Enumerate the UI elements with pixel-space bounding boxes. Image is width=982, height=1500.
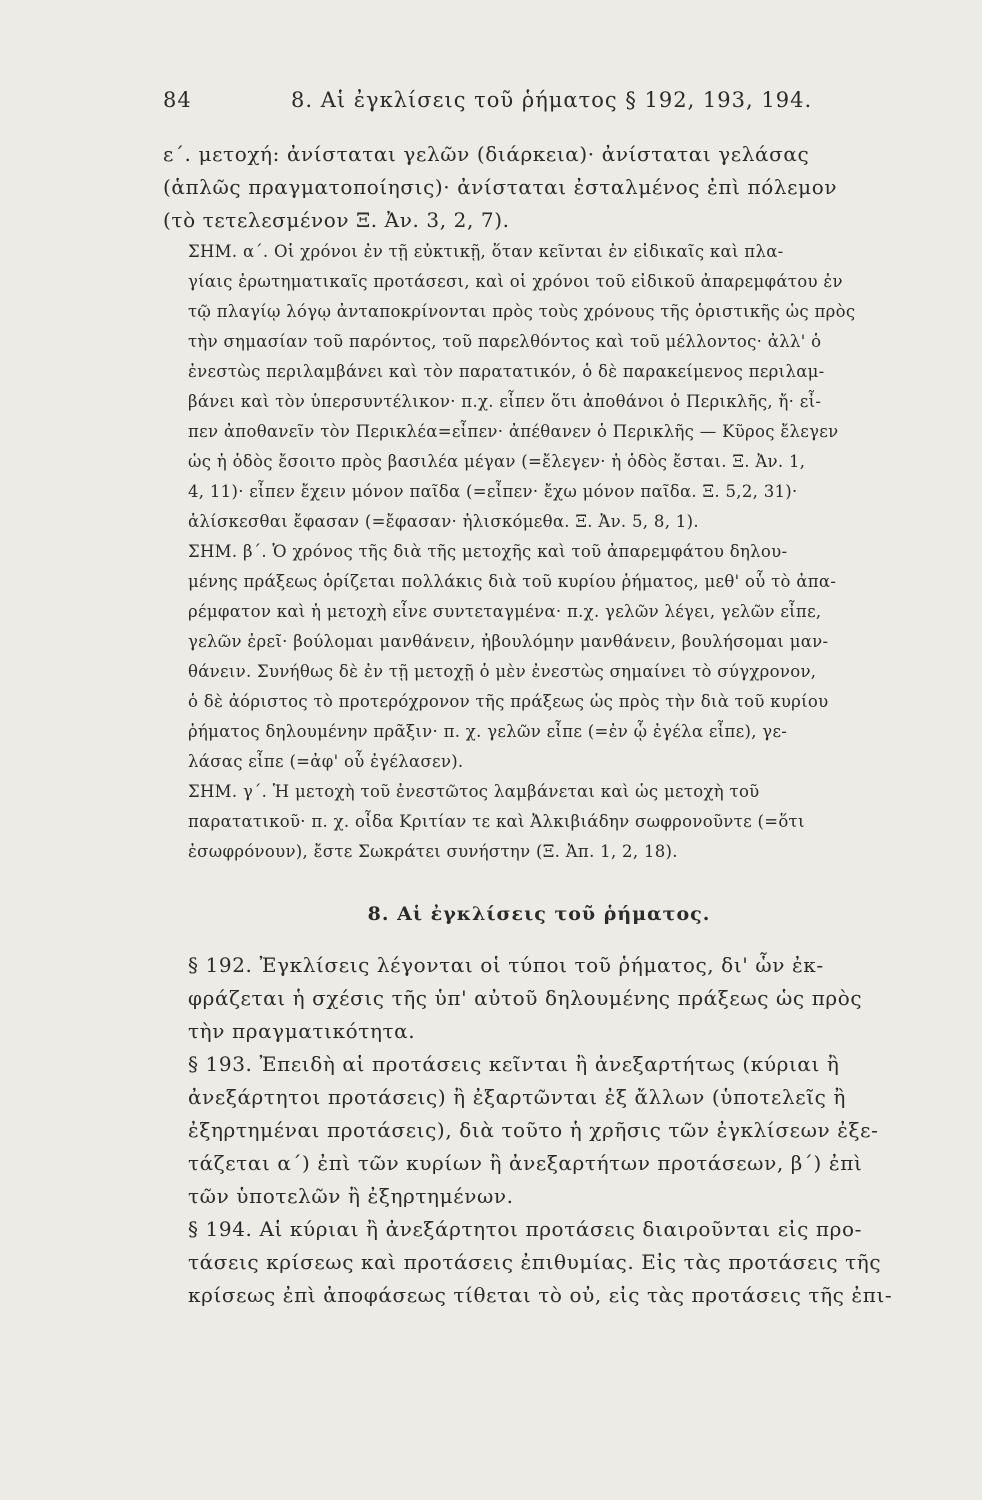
text-line: παρατατικοῦ· π. χ. οἶδα Κριτίαν τε καὶ Ἀλκιβιάδην σωφρονοῦντε (=ὅτι xyxy=(188,812,805,831)
text-line: ΣΗΜ. α΄. Οἱ χρόνοι ἐν τῇ εὐκτικῇ, ὅταν κεῖνται ἐν εἰδικαῖς καὶ πλα- xyxy=(188,242,784,261)
text-line: ἁλίσκεσθαι ἔφασαν (=ἔφασαν· ἡλισκόμεθα. Ξ. Ἀν. 5, 8, 1). xyxy=(188,512,699,531)
note-b xyxy=(163,537,915,777)
note-a xyxy=(163,237,915,537)
text-line: ὁ δὲ ἀόριστος τὸ προτερόχρονον τῆς πράξεως ὡς πρὸς τὴν διὰ τοῦ κυρίου xyxy=(188,692,829,711)
text-line: τάζεται α΄) ἐπὶ τῶν κυρίων ἢ ἀνεξαρτήτων προτάσεων, β΄) ἐπὶ xyxy=(188,1151,863,1175)
text-line: § 192. Ἐγκλίσεις λέγονται οἱ τύποι τοῦ ῥήματος, δι' ὧν ἐκ- xyxy=(188,953,824,977)
page-number: 84 xyxy=(163,88,192,112)
text-line: πεν ἀποθανεῖν τὸν Περικλέα=εἶπεν· ἀπέθανεν ὁ Περικλῆς — Κῦρος ἔλεγεν xyxy=(188,422,839,441)
note-c xyxy=(163,777,915,867)
text-line: λάσας εἶπε (=ἀφ' οὗ ἐγέλασεν). xyxy=(188,752,464,771)
text-line: τὴν πραγματικότητα. xyxy=(188,1019,416,1043)
text-line: τῶν ὑποτελῶν ἢ ἐξηρτημένων. xyxy=(188,1184,514,1208)
text-line: § 193. Ἐπειδὴ αἱ προτάσεις κεῖνται ἢ ἀνεξαρτήτως (κύριαι ἢ xyxy=(188,1052,840,1076)
text-line: ΣΗΜ. γ΄. Ἡ μετοχὴ τοῦ ἐνεστῶτος λαμβάνεται καὶ ὡς μετοχὴ τοῦ xyxy=(188,782,760,801)
text-line: (τὸ τετελεσμένον Ξ. Ἀν. 3, 2, 7). xyxy=(163,208,510,232)
running-title: 8. Αἱ ἐγκλίσεις τοῦ ῥήματος § 192, 193, 194. xyxy=(291,88,813,112)
text-line: τὴν σημασίαν τοῦ παρόντος, τοῦ παρελθόντος καὶ τοῦ μέλλοντος· ἀλλ' ὁ xyxy=(188,332,822,351)
text-line: 4, 11)· εἶπεν ἔχειν μόνον παῖδα (=εἶπεν· ἔχω μόνον παῖδα. Ξ. 5,2, 31)· xyxy=(188,482,798,501)
text-line: ρέμφατον καὶ ἡ μετοχὴ εἶνε συντεταγμένα· π.χ. γελῶν λέγει, γελῶν εἶπε, xyxy=(188,602,822,621)
text-line: θάνειν. Συνήθως δὲ ἐν τῇ μετοχῇ ὁ μὲν ἐνεστὼς σημαίνει τὸ σύγχρονον, xyxy=(188,662,817,681)
paragraph-192 xyxy=(163,949,915,1048)
text-line: ῥήματος δηλουμένην πρᾶξιν· π. χ. γελῶν εἶπε (=ἐν ᾧ ἐγέλα εἶπε), γε- xyxy=(188,722,788,741)
text-line: γίαις ἐρωτηματικαῖς προτάσεσι, καὶ οἱ χρόνοι τοῦ εἰδικοῦ ἀπαρεμφάτου ἐν xyxy=(188,272,843,291)
text-line: τάσεις κρίσεως καὶ προτάσεις ἐπιθυμίας. Εἰς τὰς προτάσεις τῆς xyxy=(188,1250,882,1274)
text-line: ἐνεστὼς περιλαμβάνει καὶ τὸν παρατατικόν, ὁ δὲ παρακείμενος περιλαμ- xyxy=(188,362,825,381)
text-line: ἐξηρτημέναι προτάσεις), διὰ τοῦτο ἡ χρῆσις τῶν ἐγκλίσεων ἐξε- xyxy=(188,1118,879,1142)
text-line: (ἁπλῶς πραγματοποίησις)· ἀνίσταται ἐσταλμένος ἐπὶ πόλεμον xyxy=(163,175,838,199)
text-line: ε΄. μετοχή: ἀνίσταται γελῶν (διάρκεια)· ἀνίσταται γελάσας xyxy=(163,142,810,166)
section-heading: 8. Αἱ ἐγκλίσεις τοῦ ῥήματος. xyxy=(367,903,711,925)
text-line: γελῶν ἐρεῖ· βούλομαι μανθάνειν, ἠβουλόμην μανθάνειν, βουλήσομαι μαν- xyxy=(188,632,829,651)
text-line: ΣΗΜ. β΄. Ὁ χρόνος τῆς διὰ τῆς μετοχῆς καὶ τοῦ ἀπαρεμφάτου δηλου- xyxy=(188,542,788,561)
text-line: κρίσεως ἐπὶ ἀποφάσεως τίθεται τὸ οὐ, εἰς τὰς προτάσεις τῆς ἐπι- xyxy=(188,1283,893,1307)
text-line: ἀνεξάρτητοι προτάσεις) ἢ ἐξαρτῶνται ἐξ ἄλλων (ὑποτελεῖς ἢ xyxy=(188,1085,847,1109)
page-body xyxy=(163,138,915,1312)
text-line: φράζεται ἡ σχέσις τῆς ὑπ' αὐτοῦ δηλουμένης πράξεως ὡς πρὸς xyxy=(188,986,863,1010)
paragraph-participle xyxy=(163,138,915,237)
paragraph-193 xyxy=(163,1048,915,1213)
text-line: ὡς ἡ ὁδὸς ἔσοιτο πρὸς βασιλέα μέγαν (=ἔλεγεν· ἡ ὁδὸς ἔσται. Ξ. Ἀν. 1, xyxy=(188,452,806,471)
text-line: τῷ πλαγίῳ λόγῳ ἀνταποκρίνονται πρὸς τοὺς χρόνους τῆς ὁριστικῆς ὡς πρὸς xyxy=(188,302,856,321)
text-line: μένης πράξεως ὁρίζεται πολλάκις διὰ τοῦ κυρίου ῥήματος, μεθ' οὗ τὸ ἀπα- xyxy=(188,572,837,591)
text-line: βάνει καὶ τὸν ὑπερσυντέλικον· π.χ. εἶπεν ὅτι ἀποθάνοι ὁ Περικλῆς, ἤ· εἶ- xyxy=(188,392,822,411)
paragraph-194 xyxy=(163,1213,915,1312)
text-line: § 194. Αἱ κύριαι ἢ ἀνεξάρτητοι προτάσεις διαιροῦνται εἰς προ- xyxy=(188,1217,862,1241)
text-line: ἐσωφρόνουν), ἔστε Σωκράτει συνήστην (Ξ. Ἀπ. 1, 2, 18). xyxy=(188,842,678,861)
